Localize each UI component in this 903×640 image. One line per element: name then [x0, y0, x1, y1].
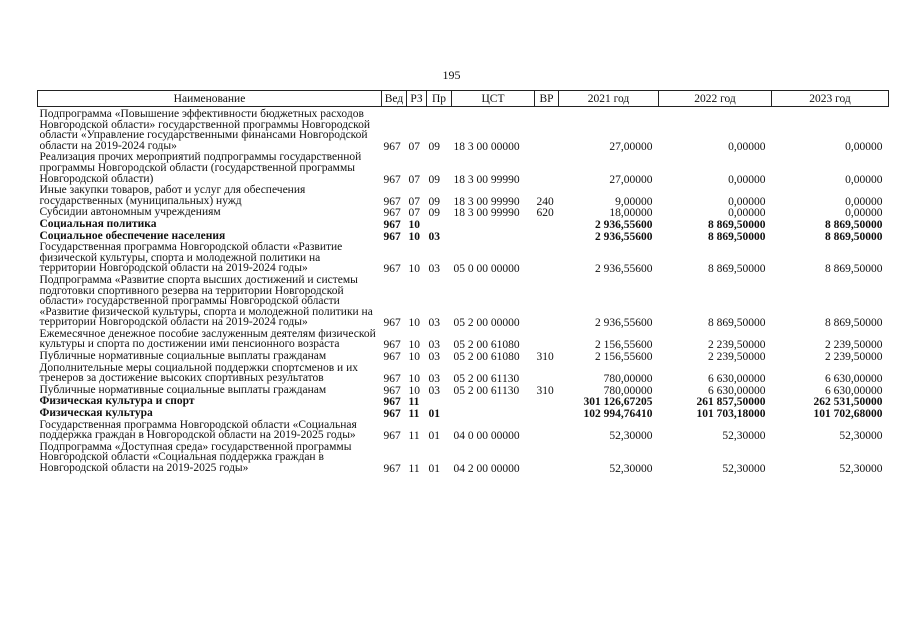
- row-name: Реализация прочих мероприятий подпрограммы государственной программы Новгородской области (государственной программы Новгородской области): [39, 151, 362, 185]
- row-value-2023: 52,30000: [839, 430, 883, 443]
- row-cst: 04 2 00 00000: [453, 463, 520, 475]
- row-cst: 05 2 00 61130: [453, 373, 520, 386]
- row-value-2021: 780,00000: [603, 373, 653, 386]
- row-vr: [535, 109, 559, 152]
- table-row: [38, 329, 889, 351]
- row-name: Подпрограмма «Доступная среда» государственной программы Новгородской области «Социальная поддержка граждан в Новгородской области на 2019-2025 годы»: [39, 440, 352, 474]
- col-header-cst: ЦСТ: [452, 91, 535, 107]
- row-vr: [535, 408, 559, 420]
- row-value-2021: 2 156,55600: [595, 351, 653, 364]
- row-value-2022: 6 630,00000: [708, 384, 766, 397]
- row-rz: 10: [408, 351, 420, 364]
- col-header-ved: Вед: [382, 91, 407, 107]
- row-ved: 967: [383, 351, 401, 364]
- row-value-2021: 102 994,76410: [583, 408, 653, 421]
- row-pr: 09: [428, 207, 440, 220]
- row-value-2022: 8 869,50000: [708, 218, 766, 231]
- row-cst: 18 3 00 99990: [453, 173, 520, 186]
- row-name: Государственная программа Новгородской области «Социальная поддержка граждан в Новгородской области на 2019-2025 годы»: [39, 418, 357, 442]
- col-header-2022: 2022 год: [659, 91, 772, 107]
- row-name: Социальная политика: [39, 217, 157, 230]
- row-pr: 09: [428, 195, 440, 208]
- row-pr: 03: [428, 263, 440, 276]
- row-name: Иные закупки товаров, работ и услуг для обеспечения государственных (муниципальных) нужд: [39, 184, 306, 207]
- row-name: Ежемесячное денежное пособие заслуженным деятелям физической культуры и спорта по достижении ими пенсионного возраста: [39, 327, 376, 351]
- table-row: [38, 351, 889, 363]
- row-pr: 09: [428, 173, 440, 186]
- row-vr: [535, 219, 559, 231]
- row-cst: 05 0 00 00000: [453, 263, 520, 276]
- row-rz: 10: [408, 317, 420, 330]
- row-vr: [535, 275, 559, 329]
- row-pr: 03: [428, 317, 440, 330]
- row-value-2022: 2 239,50000: [708, 339, 766, 352]
- row-pr: 03: [428, 384, 440, 397]
- row-vr: 310: [536, 351, 554, 364]
- table-row: [38, 207, 889, 219]
- row-value-2021: 2 936,55600: [595, 317, 653, 330]
- table-row: [38, 109, 889, 152]
- row-ved: 967: [383, 430, 401, 443]
- table-row: [38, 152, 889, 185]
- table-row: [38, 275, 889, 329]
- row-rz: 10: [408, 339, 420, 352]
- row-ved: 967: [383, 263, 401, 276]
- row-pr: 03: [428, 373, 440, 386]
- row-vr: [535, 420, 559, 442]
- row-name: Государственная программа Новгородской области «Развитие физической культуры, спорта и молодежной политики на территории Новгородской области на 2019-2024 годы»: [39, 241, 343, 275]
- table-header-row: [38, 91, 889, 107]
- table-row: [38, 242, 889, 275]
- row-name: Публичные нормативные социальные выплаты гражданам: [39, 383, 327, 396]
- row-value-2021: 52,30000: [609, 430, 653, 443]
- row-pr: [427, 396, 452, 408]
- row-vr: [535, 152, 559, 185]
- row-value-2022: 101 703,18000: [696, 408, 766, 421]
- row-ved: 967: [383, 207, 401, 220]
- row-value-2022: 6 630,00000: [708, 373, 766, 386]
- row-pr: 03: [428, 339, 440, 352]
- row-value-2023: 8 869,50000: [825, 317, 883, 330]
- row-pr: 03: [428, 351, 440, 364]
- row-value-2021: 27,00000: [609, 140, 653, 153]
- row-vr: [535, 363, 559, 385]
- row-pr: 01: [428, 463, 440, 475]
- row-value-2021: 52,30000: [609, 463, 653, 475]
- row-name: Субсидии автономным учреждениям: [39, 206, 221, 219]
- row-pr: 09: [428, 140, 440, 153]
- row-rz: 07: [408, 173, 420, 186]
- row-vr: 240: [536, 195, 554, 208]
- row-name: Подпрограмма «Повышение эффективности бюджетных расходов Новгородской области» государственной программы Новгородской области «Управление государственными финансами Новгородской области на 2019-2024 годы»: [39, 108, 371, 152]
- row-vr: [535, 396, 559, 408]
- col-header-2023: 2023 год: [772, 91, 889, 107]
- row-value-2022: 0,00000: [728, 195, 766, 208]
- row-cst: 05 2 00 61130: [453, 384, 520, 397]
- row-value-2022: 0,00000: [728, 207, 766, 220]
- row-ved: 967: [383, 140, 401, 153]
- row-vr: [535, 242, 559, 275]
- row-name: Публичные нормативные социальные выплаты гражданам: [39, 350, 327, 363]
- row-value-2022: 261 857,50000: [696, 396, 766, 409]
- row-rz: 11: [408, 396, 420, 409]
- row-ved: 967: [383, 195, 401, 208]
- row-value-2021: 27,00000: [609, 173, 653, 186]
- row-vr: 620: [536, 207, 554, 220]
- row-rz: 10: [408, 230, 420, 243]
- row-value-2023: 0,00000: [845, 140, 883, 153]
- row-cst: 04 0 00 00000: [453, 430, 520, 443]
- row-value-2021: 301 126,67205: [583, 396, 653, 409]
- row-value-2023: 2 239,50000: [825, 339, 883, 352]
- row-value-2021: 2 936,55600: [595, 263, 653, 276]
- row-cst: [452, 219, 535, 231]
- row-value-2021: 18,00000: [609, 207, 653, 220]
- row-value-2021: 2 936,55600: [595, 218, 653, 231]
- row-value-2022: 8 869,50000: [708, 317, 766, 330]
- row-value-2023: 0,00000: [845, 173, 883, 186]
- row-cst: 05 2 00 61080: [453, 339, 520, 352]
- col-header-pr: Пр: [427, 91, 452, 107]
- row-cst: 18 3 00 99990: [453, 207, 520, 220]
- row-vr: [535, 231, 559, 243]
- row-value-2021: 780,00000: [603, 384, 653, 397]
- row-vr: [535, 442, 559, 475]
- col-header-vr: ВР: [535, 91, 559, 107]
- table-row: [38, 363, 889, 385]
- row-cst: [452, 396, 535, 408]
- row-cst: 18 3 00 99990: [453, 195, 520, 208]
- row-ved: 967: [383, 408, 401, 421]
- row-cst: 05 2 00 00000: [453, 317, 520, 330]
- row-name: Социальное обеспечение населения: [39, 229, 226, 242]
- row-value-2021: 2 156,55600: [595, 339, 653, 352]
- page-number: 195: [442, 68, 461, 82]
- row-cst: [452, 231, 535, 243]
- row-name: Дополнительные меры социальной поддержки спортсменов и их тренеров за достижение высоких спортивных результатов: [39, 361, 358, 385]
- row-cst: 18 3 00 00000: [453, 140, 520, 153]
- row-ved: 967: [383, 463, 401, 475]
- row-rz: 10: [408, 263, 420, 276]
- row-ved: 967: [383, 339, 401, 352]
- row-value-2021: 2 936,55600: [595, 230, 653, 243]
- row-rz: 11: [408, 430, 420, 443]
- table-row: [38, 185, 889, 207]
- row-value-2023: 8 869,50000: [825, 230, 883, 243]
- row-pr: 01: [428, 430, 440, 443]
- row-ved: 967: [383, 396, 401, 409]
- row-rz: 11: [408, 408, 420, 421]
- row-rz: 07: [408, 195, 420, 208]
- col-header-2021: 2021 год: [559, 91, 659, 107]
- row-rz: 10: [408, 373, 420, 386]
- row-vr: 310: [536, 384, 554, 397]
- col-header-name: Наименование: [38, 91, 382, 107]
- row-value-2022: 2 239,50000: [708, 351, 766, 364]
- row-value-2023: 2 239,50000: [825, 351, 883, 364]
- row-value-2023: 0,00000: [845, 195, 883, 208]
- row-ved: 967: [383, 384, 401, 397]
- row-value-2022: 0,00000: [728, 173, 766, 186]
- row-value-2022: 52,30000: [722, 430, 766, 443]
- row-value-2023: 8 869,50000: [825, 218, 883, 231]
- row-ved: 967: [383, 317, 401, 330]
- row-name: Подпрограмма «Развитие спорта высших достижений и системы подготовки спортивного резерва на территории Новгородской области» государственной программы Новгородской области «Развитие физической культуры, спорта и молодежной политики на территории Новгородской области на 2019-2024 годы»: [39, 273, 373, 329]
- table-body: [38, 107, 889, 475]
- row-value-2022: 52,30000: [722, 463, 766, 475]
- row-name: Физическая культура: [39, 407, 153, 420]
- row-ved: 967: [383, 230, 401, 243]
- row-ved: 967: [383, 373, 401, 386]
- table-row: [38, 219, 889, 231]
- row-pr: 01: [428, 408, 440, 421]
- row-pr: [427, 219, 452, 231]
- row-ved: 967: [383, 218, 401, 231]
- table-row: [38, 408, 889, 420]
- row-cst: [452, 408, 535, 420]
- row-rz: 10: [408, 218, 420, 231]
- row-value-2021: 9,00000: [615, 195, 653, 208]
- row-value-2023: 6 630,00000: [825, 384, 883, 397]
- row-rz: 10: [408, 384, 420, 397]
- budget-table: [37, 90, 889, 475]
- col-header-rz: РЗ: [407, 91, 427, 107]
- row-rz: 07: [408, 140, 420, 153]
- row-rz: 07: [408, 207, 420, 220]
- row-value-2023: 8 869,50000: [825, 263, 883, 276]
- row-vr: [535, 329, 559, 351]
- row-rz: 11: [408, 463, 420, 475]
- row-pr: 03: [428, 230, 440, 243]
- table-row: [38, 396, 889, 408]
- row-value-2022: 8 869,50000: [708, 230, 766, 243]
- row-value-2022: 8 869,50000: [708, 263, 766, 276]
- row-value-2022: 0,00000: [728, 140, 766, 153]
- row-value-2023: 101 702,68000: [813, 408, 883, 421]
- row-cst: 05 2 00 61080: [453, 351, 520, 364]
- table-row: [38, 420, 889, 442]
- table-row: [38, 442, 889, 475]
- row-value-2023: 6 630,00000: [825, 373, 883, 386]
- row-ved: 967: [383, 173, 401, 186]
- row-value-2023: 0,00000: [845, 207, 883, 220]
- row-value-2023: 52,30000: [839, 463, 883, 475]
- row-value-2023: 262 531,50000: [813, 396, 883, 409]
- row-name: Физическая культура и спорт: [39, 395, 195, 408]
